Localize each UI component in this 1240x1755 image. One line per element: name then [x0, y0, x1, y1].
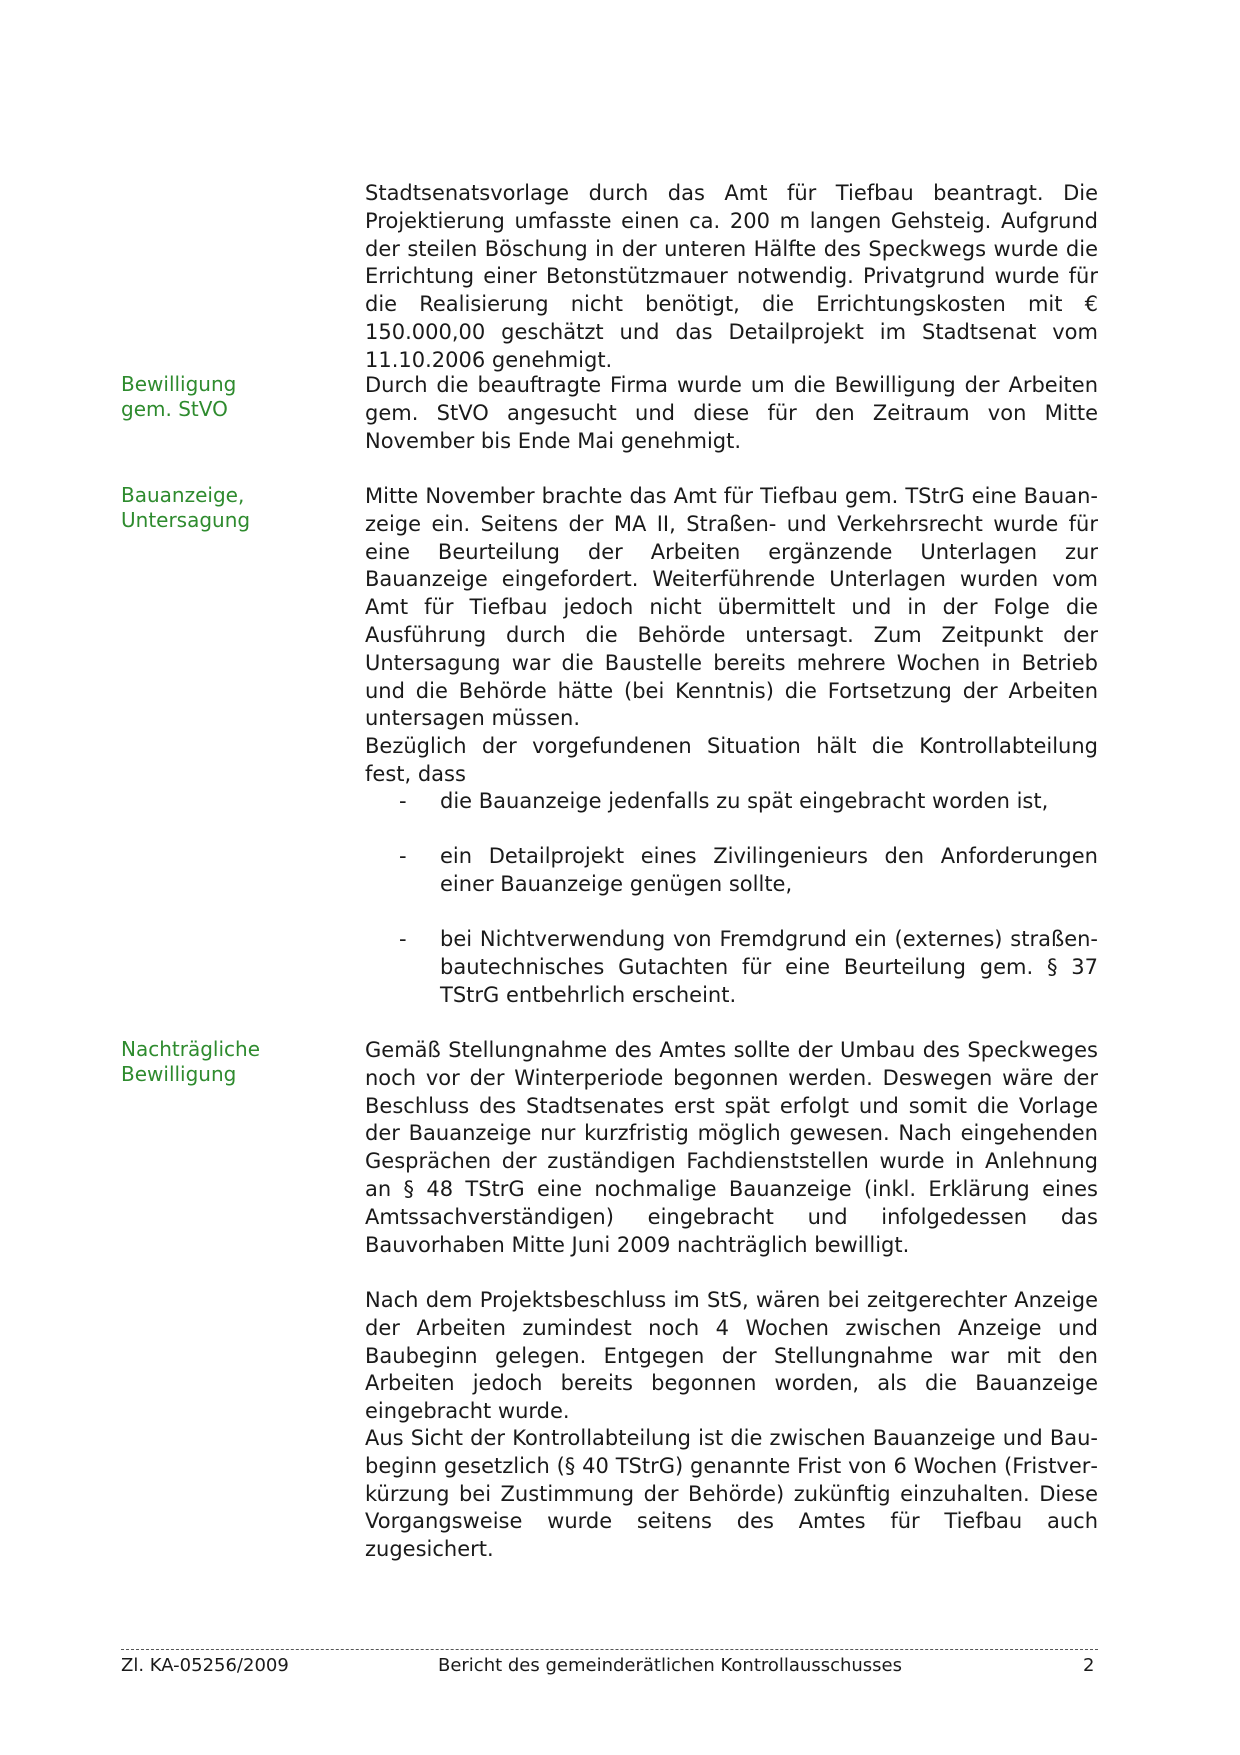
margin-note-nachtraegliche-bewilligung: Nachträgliche Bewilligung — [121, 1037, 260, 1086]
paragraph-frist: Aus Sicht der Kontrollabteilung ist die zwischen Bauanzeige und Baubeginn gesetzlich (§ 40 TStrG) genannte Frist von 6 Wochen (Fristverkürzung bei Zustimmung der Behörde) zukünftig einzuhalten. Diese Vorgangsweise wurde seitens des Amtes für Tiefbau auch zugesichert. — [365, 1426, 1098, 1562]
list-dash: - — [399, 789, 407, 813]
footer-title: Bericht des gemeinderätlichen Kontrollausschusses — [437, 1655, 903, 1676]
list-dash: - — [399, 927, 407, 951]
footer-page-number: 2 — [1083, 1655, 1095, 1676]
paragraph-bauanzeige-untersagung: Mitte November brachte das Amt für Tiefbau gem. TStrG eine Bauanzeige ein. Seitens der MA II, Straßen- und Verkehrsrecht wurde für eine Beurteilung der Arbeiten ergänzende Unterlagen zur Bauanzeige eingefordert. Weiterführende Unterlagen wurden vom Amt für Tiefbau jedoch nicht übermittelt und in der Folge die Ausführung durch die Behörde untersagt. Zum Zeitpunkt der Untersagung war die Baustelle bereits mehrere Wochen in Betrieb und die Behörde hätte (bei Kenntnis) die Fortsetzung der Arbeiten untersagen müssen. — [365, 484, 1098, 731]
paragraph-projektsbeschluss: Nach dem Projektsbeschluss im StS, wären bei zeitgerechter Anzeige der Arbeiten zumindest noch 4 Wochen zwischen Anzeige und Baubeginn gelegen. Entgegen der Stellungnahme war mit den Arbeiten jedoch bereits begonnen worden, als die Bauanzeige eingebracht wurde. — [365, 1288, 1098, 1424]
paragraph-bewilligung-stvo: Durch die beauftragte Firma wurde um die Bewilligung der Arbeiten gem. StVO angesucht und diese für den Zeitraum von Mitte November bis Ende Mai genehmigt. — [365, 373, 1098, 453]
list-dash: - — [399, 844, 407, 868]
footer-divider — [121, 1649, 1098, 1650]
margin-note-bewilligung-stvo: Bewilligung gem. StVO — [121, 372, 237, 421]
paragraph-feststellung: Bezüglich der vorgefundenen Situation hält die Kontrollabteilung fest, dass — [365, 734, 1098, 786]
margin-note-bauanzeige-untersagung: Bauanzeige, Untersagung — [121, 483, 251, 532]
paragraph-projektierung: Stadtsenatsvorlage durch das Amt für Tiefbau beantragt. Die Projektierung umfasste einen ca. 200 m langen Gehsteig. Aufgrund der steilen Böschung in der unteren Hälfte des Speckwegs wurde die Errichtung einer Betonstützmauer notwendig. Privatgrund wurde für die Realisierung nicht benötigt, die Errichtungskosten mit € 150.000,00 geschätzt und das Detailprojekt im Stadtsenat vom 11.10.2006 genehmigt. — [365, 181, 1098, 372]
footer-reference: Zl. KA-05256/2009 — [121, 1655, 289, 1676]
list-item-text: ein Detailprojekt eines Zivilingenieurs den Anforderungen einer Bauanzeige genügen sollte, — [440, 844, 1098, 896]
list-item-text: die Bauanzeige jedenfalls zu spät eingebracht worden ist, — [440, 789, 1049, 813]
paragraph-nachtraegliche-bewilligung: Gemäß Stellungnahme des Amtes sollte der Umbau des Speckweges noch vor der Winterperiode begonnen werden. Deswegen wäre der Beschluss des Stadtsenates erst spät erfolgt und somit die Vorlage der Bauanzeige nur kurzfristig möglich gewesen. Nach eingehenden Gesprächen der zuständigen Fachdienststellen wurde in Anlehnung an § 48 TStrG eine nochmalige Bauanzeige (inkl. Erklärung eines Amtssachverständigen) eingebracht und infolgedessen das Bauvorhaben Mitte Juni 2009 nachträglich bewilligt. — [365, 1038, 1098, 1257]
list-item-text: bei Nichtverwendung von Fremdgrund ein (externes) straßenbautechnisches Gutachten für eine Beurteilung gem. § 37 TStrG entbehrlich erscheint. — [440, 927, 1098, 1007]
